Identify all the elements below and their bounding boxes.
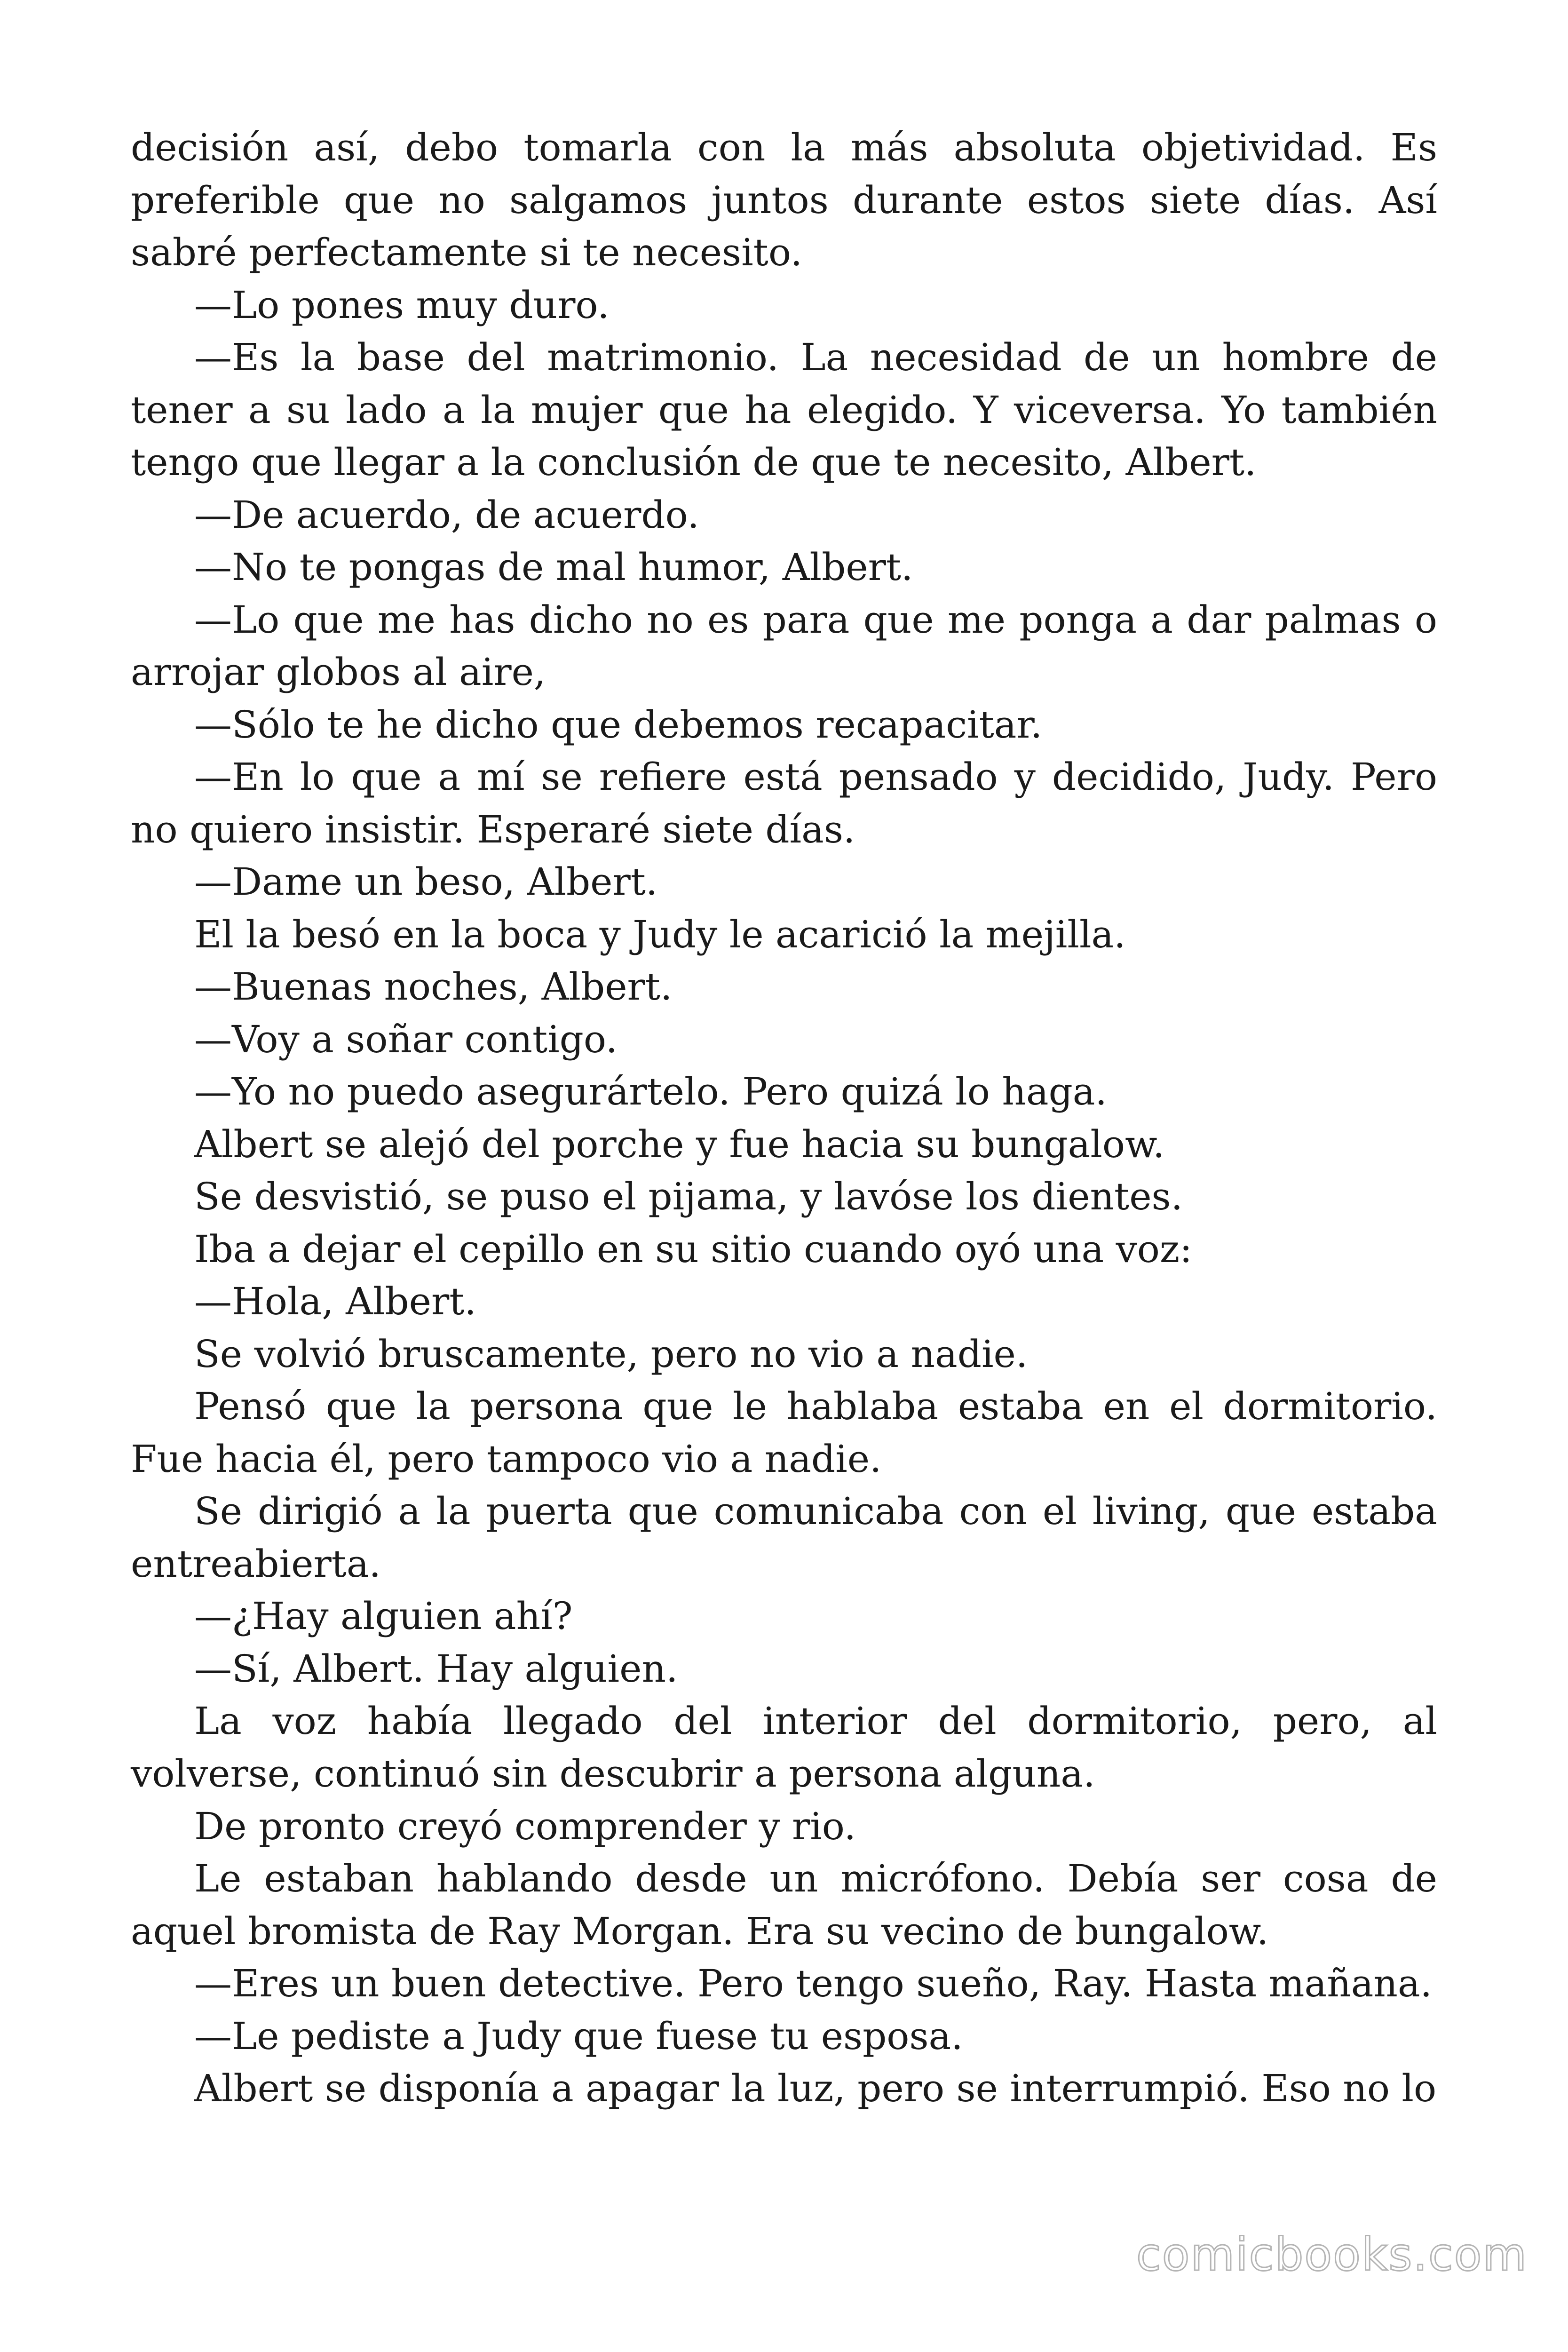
paragraph: —Lo que me has dicho no es para que me ponga a dar palmas o arrojar globos al aire, [131, 597, 1437, 694]
paragraph: —Lo pones muy duro. [194, 283, 610, 327]
paragraph: —En lo que a mí se refiere está pensado y decidido, Judy. Pero no quiero insistir. Esperaré siete días. [131, 755, 1437, 851]
paragraph: De pronto creyó comprender y rio. [194, 1804, 856, 1848]
paragraph: Se volvió bruscamente, pero no vio a nadie. [194, 1332, 1028, 1376]
paragraph: Le estaban hablando desde un micrófono. Debía ser cosa de aquel bromista de Ray Morgan. Era su vecino de bungalow. [131, 1857, 1437, 1953]
paragraph: Iba a dejar el cepillo en su sitio cuando oyó una voz: [194, 1227, 1193, 1271]
paragraph: —Eres un buen detective. Pero tengo sueño, Ray. Hasta mañana. [194, 1962, 1433, 2006]
paragraph: Se dirigió a la puerta que comunicaba con el living, que estaba entreabierta. [131, 1489, 1437, 1586]
paragraph: —Hola, Albert. [194, 1279, 476, 1324]
paragraph: —Es la base del matrimonio. La necesidad de un hombre de tener a su lado a la mujer que ha elegido. Y viceversa. Yo también tengo que llegar a la conclusión de que te necesito, Albert. [131, 335, 1437, 485]
book-page-text [131, 121, 1437, 2115]
paragraph: —Voy a soñar contigo. [194, 1017, 618, 1061]
paragraph: —Dame un beso, Albert. [194, 860, 658, 904]
paragraph: —Le pediste a Judy que fuese tu esposa. [194, 2014, 963, 2058]
watermark-logo: comicbooks.com [1136, 2228, 1528, 2281]
paragraph: La voz había llegado del interior del dormitorio, pero, al volverse, continuó sin descubrir a persona alguna. [131, 1699, 1437, 1796]
paragraph: —Sólo te he dicho que debemos recapacitar. [194, 702, 1043, 747]
paragraph: —No te pongas de mal humor, Albert. [194, 545, 913, 589]
paragraph: —¿Hay alguien ahí? [194, 1594, 573, 1638]
paragraph: Albert se alejó del porche y fue hacia su bungalow. [194, 1122, 1165, 1166]
paragraph: Pensó que la persona que le hablaba estaba en el dormitorio. Fue hacia él, pero tampoco vio a nadie. [131, 1384, 1437, 1481]
paragraph: —Yo no puedo asegurártelo. Pero quizá lo haga. [194, 1070, 1107, 1114]
paragraph: decisión así, debo tomarla con la más absoluta objetividad. Es preferible que no salgamos juntos durante estos siete días. Así sabré perfectamente si te necesito. [131, 126, 1437, 275]
paragraph: —Sí, Albert. Hay alguien. [194, 1646, 678, 1691]
paragraph: Se desvistió, se puso el pijama, y lavóse los dientes. [194, 1175, 1183, 1219]
paragraph: Albert se disponía a apagar la luz, pero se interrumpió. Eso no lo [194, 2066, 1437, 2111]
paragraph: —Buenas noches, Albert. [194, 965, 673, 1009]
paragraph: —De acuerdo, de acuerdo. [194, 493, 699, 537]
paragraph: El la besó en la boca y Judy le acarició la mejilla. [194, 912, 1126, 956]
